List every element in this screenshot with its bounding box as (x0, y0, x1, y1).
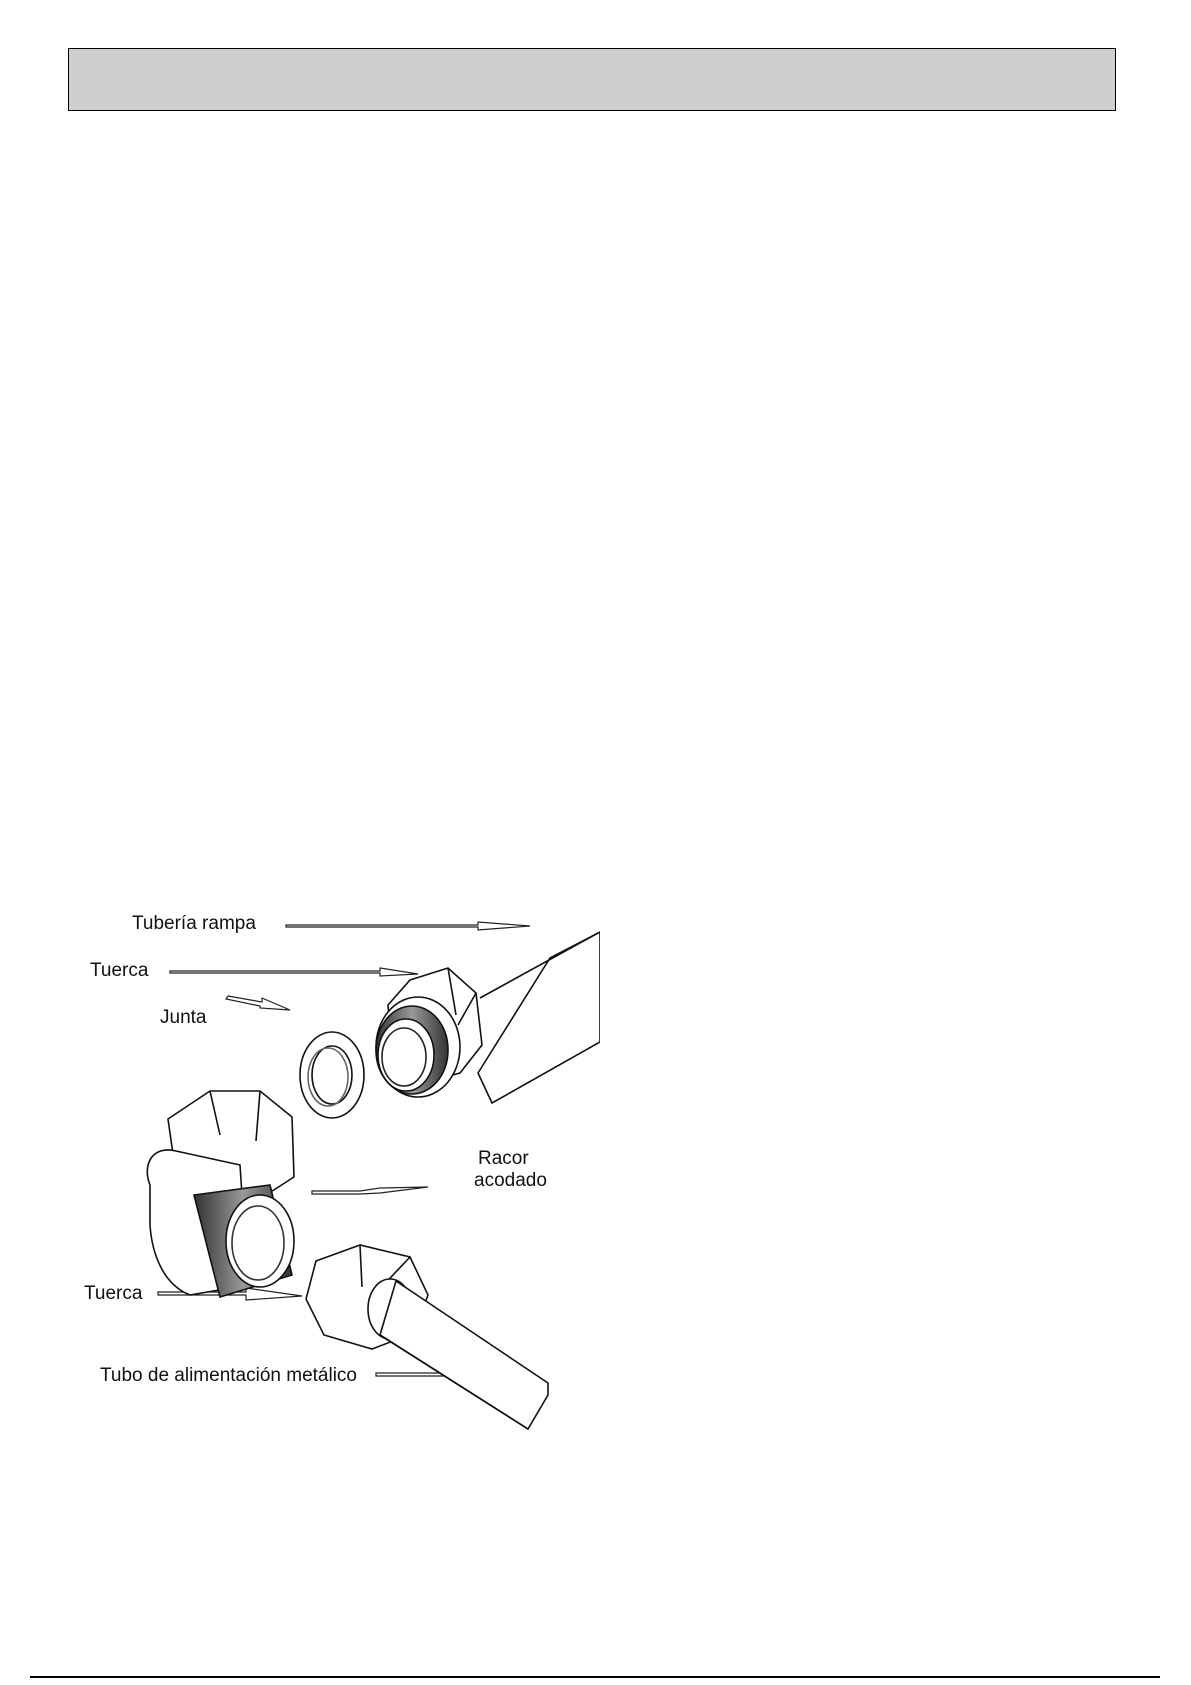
gasket (300, 1032, 364, 1118)
pipe-fitting-diagram (80, 895, 600, 1445)
elbow-fitting (147, 1091, 294, 1297)
label-racor-line1: Racor (478, 1148, 529, 1169)
lower-pipe (380, 1281, 548, 1429)
upper-nut (376, 968, 482, 1097)
upper-pipe (478, 932, 600, 1103)
label-tubo-alimentacion: Tubo de alimentación metálico (100, 1365, 357, 1386)
label-racor-line2: acodado (474, 1170, 547, 1191)
label-junta: Junta (160, 1007, 207, 1028)
label-tuberia-rampa: Tubería rampa (132, 913, 256, 934)
label-tuerca-top: Tuerca (90, 960, 149, 981)
footer-rule (30, 1676, 1160, 1678)
label-tuerca-bottom: Tuerca (84, 1283, 143, 1304)
page-header-bar (68, 48, 1116, 111)
